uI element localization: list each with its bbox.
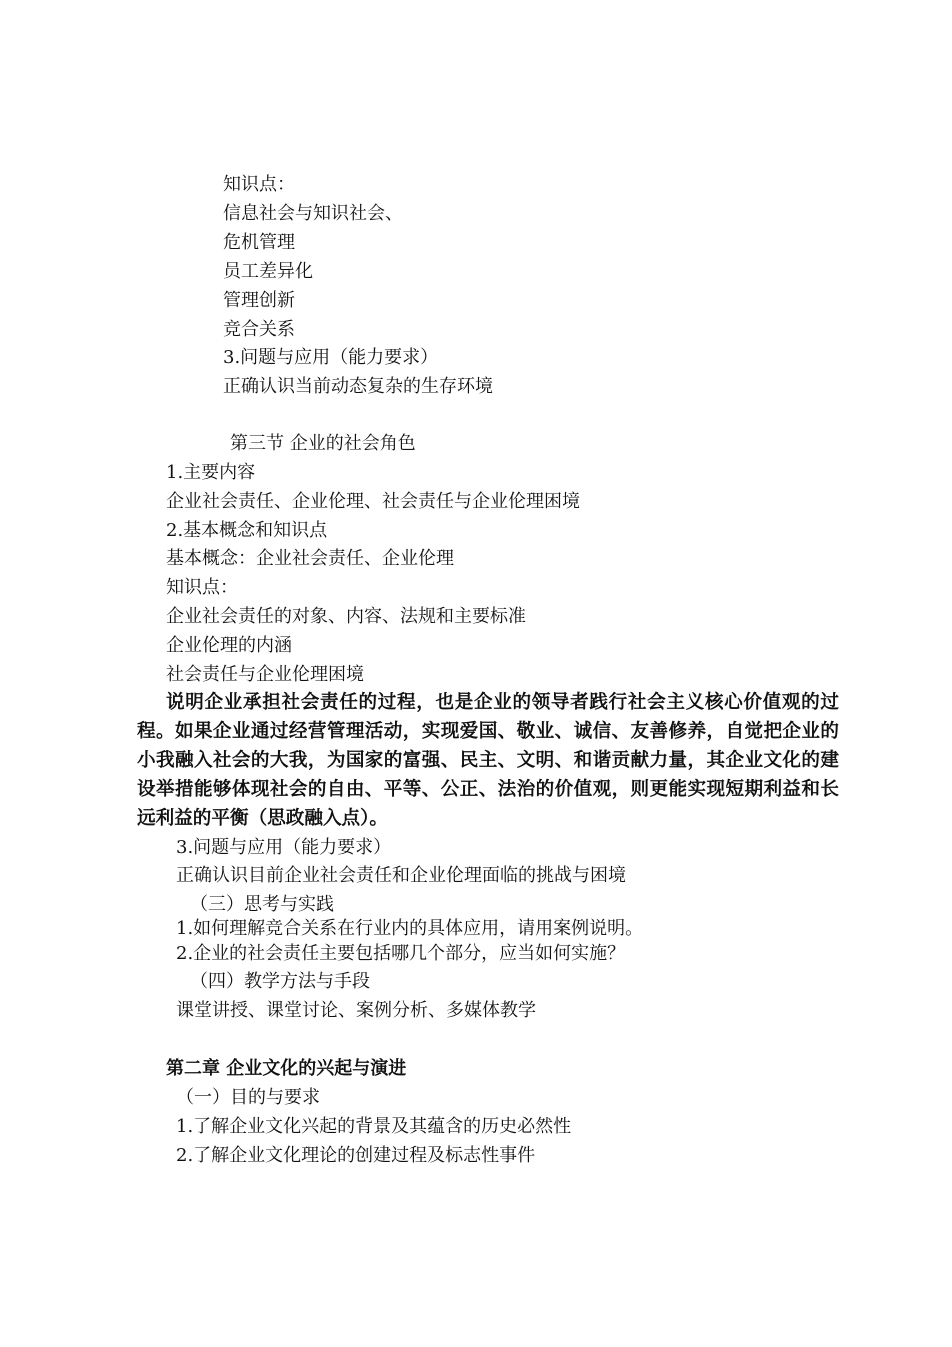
teaching-heading: （四）教学方法与手段 bbox=[190, 971, 370, 992]
knowledge-label: 知识点： bbox=[166, 577, 238, 598]
practice-question: 2.企业的社会责任主要包括哪几个部分，应当如何实施？ bbox=[176, 943, 626, 964]
goals-heading: （一）目的与要求 bbox=[176, 1087, 320, 1108]
goal-item: 1.了解企业文化兴起的背景及其蕴含的历史必然性 bbox=[176, 1116, 572, 1137]
knowledge-item: 竞合关系 bbox=[223, 319, 295, 340]
goal-item: 2.了解企业文化理论的创建过程及标志性事件 bbox=[176, 1145, 536, 1166]
knowledge-item: 信息社会与知识社会、 bbox=[223, 203, 403, 224]
concepts-text: 基本概念：企业社会责任、企业伦理 bbox=[166, 548, 454, 569]
knowledge-item: 危机管理 bbox=[223, 232, 295, 253]
problem-text: 正确认识当前动态复杂的生存环境 bbox=[223, 376, 493, 397]
teaching-text: 课堂讲授、课堂讨论、案例分析、多媒体教学 bbox=[176, 1000, 536, 1021]
knowledge-item: 员工差异化 bbox=[223, 261, 313, 282]
main-content-text: 企业社会责任、企业伦理、社会责任与企业伦理困境 bbox=[166, 491, 580, 512]
ideology-paragraph: 说明企业承担社会责任的过程，也是企业的领导者践行社会主义核心价值观的过程。如果企业通过经营管理活动，实现爱国、敬业、诚信、友善修养，自觉把企业的小我融入社会的大我，为国家的富强、民主、文明、和谐贡献力量，其企业文化的建设举措能够体现社会的自由、平等、公正、法治的价值观，则更能实现短期利益和长远利益的平衡（思政融入点）。 bbox=[137, 692, 839, 829]
main-content-heading: 1.主要内容 bbox=[166, 462, 256, 483]
knowledge-label: 知识点： bbox=[223, 174, 295, 195]
problem-text: 正确认识目前企业社会责任和企业伦理面临的挑战与困境 bbox=[176, 865, 626, 886]
knowledge-item: 管理创新 bbox=[223, 290, 295, 311]
knowledge-item: 企业社会责任的对象、内容、法规和主要标准 bbox=[166, 606, 526, 627]
problem-heading: 3.问题与应用（能力要求） bbox=[176, 837, 392, 858]
concepts-heading: 2.基本概念和知识点 bbox=[166, 520, 328, 541]
practice-heading: （三）思考与实践 bbox=[190, 894, 334, 915]
knowledge-item: 企业伦理的内涵 bbox=[166, 635, 292, 656]
problem-heading: 3.问题与应用（能力要求） bbox=[223, 347, 439, 368]
chapter-title: 第二章 企业文化的兴起与演进 bbox=[166, 1058, 407, 1079]
practice-question: 1.如何理解竞合关系在行业内的具体应用，请用案例说明。 bbox=[176, 918, 644, 939]
section-title: 第三节 企业的社会角色 bbox=[230, 433, 416, 454]
knowledge-item: 社会责任与企业伦理困境 bbox=[166, 664, 364, 685]
